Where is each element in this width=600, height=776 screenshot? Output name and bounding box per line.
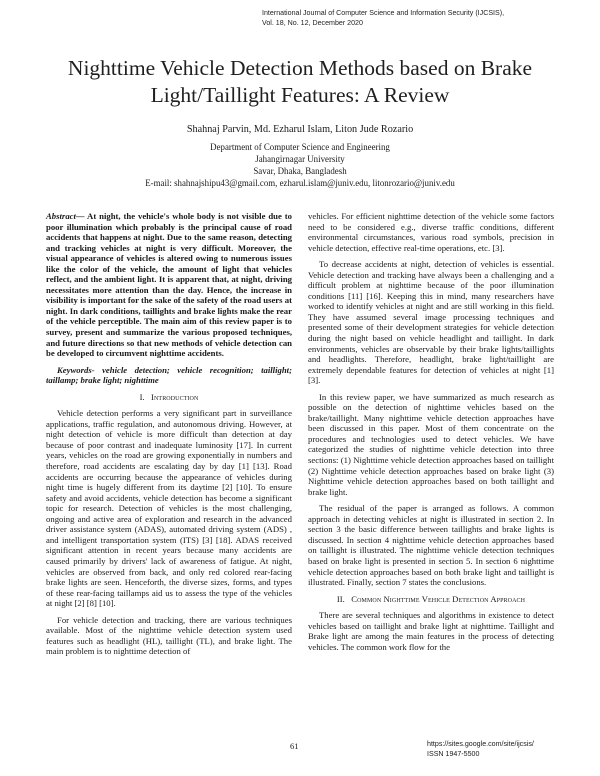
footer-url: https://sites.google.com/site/ijcsis/ [427, 740, 534, 748]
right-paragraph-2: In this review paper, we have summarized as much research as possible on the detection of nighttime vehicles based on the brake/taillight. Many nighttime vehicle detection approaches have been discussed in this paper. Most of them concentrate on the procedures and technologies used to detect vehicles. We have categorized the studies of nighttime vehicle detection into three sections: (1) Nighttime vehicle detection approaches based on taillight (2) Nighttime vehicle detection approaches based on brake light (3) Nighttime vehicle detection approaches based on both taillight and brake light. [308, 391, 554, 497]
affiliation-university: Jahangirnagar University [255, 154, 345, 164]
abstract-text: At night, the vehicle's whole body is not visible due to poor illumination which probably is the principal cause of road accidents that happens at night. Due to the same reason, detecting and tracking vehicles at night is very difficult. Moreover, the visual appearance of vehicles is altered owing to numerous issues like the color of the vehicle, the amount of light that vehicles reflect, and the ambient light. It is apparent that, at night, driving necessitates more attention than the day. Hence, the increase in visibility is important for the sake of the safety of the road users at night. In dark conditions, taillights and brake lights make the rear of the vehicle perceptible. The main aim of this review paper is to survey, present and summarize the various proposed techniques, and future directions so that new methods of vehicle detection can be developed to circumvent nighttime accidents. [46, 211, 292, 359]
title-line-1: Nighttime Vehicle Detection Methods based on Brake [67, 56, 533, 80]
right-paragraph-continued: vehicles. For efficient nighttime detection of the vehicle some factors need to be considered e.g., diverse traffic conditions, different environmental circumstances, various road symbols, precision in vehicle detection, effective real-time operations, etc. [3]. [308, 211, 554, 253]
affiliation-email: E-mail: shahnajshipu43@gmail.com, ezharul.islam@juniv.edu, litonrozario@juniv.edu [145, 178, 455, 188]
section-2-number: II. [336, 593, 345, 604]
intro-paragraph-1: Vehicle detection performs a very significant part in surveillance applications, traffic regulation, and autonomous driving. However, at night detection of vehicle is more difficult than detection at day because of poor contrast and inadequate luminosity [17]. In current years, vehicles on the road are growing exponentially in numbers and therefore, road accidents are escalating day by day [1] [13]. Road accidents are occurring because the appearance of vehicles during night time is hugely different from its daytime [2] [10]. To ensure safety and avoid accidents, vehicle detection has become a significant topic for research. Detection of vehicles is the most challenging, ongoing and active area of exploration and research in the advanced driver assistance system (ADAS), automated driving system (ADS) , and intelligent transportation system (ITS) [3] [18]. ADAS received significant attention in recent years because many accidents are caused primarily by drivers' lack of awareness of fatigue. At night, vehicles are observed from back, and only red colored rear-facing brake lights are seen. Henceforth, the diverse sizes, forms, and types of these rear-facing taillamps aid us to assess the type of the vehicles at night [2] [8] [10]. [46, 408, 292, 609]
right-paragraph-4: There are several techniques and algorithms in existence to detect vehicles based on taillight and brake light at nighttime. Taillight and Brake light are among the main features in the process of detecting vehicles. The common work flow for the [308, 610, 554, 652]
abstract [46, 211, 292, 359]
section-2-title: Common Nighttime Vehicle Detection Approach [351, 593, 526, 604]
journal-volume: Vol. 18, No. 12, December 2020 [262, 18, 363, 27]
section-2-heading [308, 594, 554, 605]
paper-title [20, 55, 580, 109]
title-line-2: Light/Taillight Features: A Review [150, 83, 450, 107]
affiliation-dept: Department of Computer Science and Engineering [210, 142, 390, 152]
affiliation [0, 141, 600, 189]
abstract-label: Abstract— [46, 211, 85, 221]
footer-issn: ISSN 1947-5500 [427, 749, 480, 758]
journal-name: International Journal of Computer Science and Information Security (IJCSIS), [262, 9, 505, 17]
keywords: Keywords- vehicle detection; vehicle recognition; taillight; taillamp; brake light; nighttime [46, 364, 292, 386]
right-paragraph-3: The residual of the paper is arranged as follows. A common approach in detecting vehicles at night is illustrated in section 2. In section 3 the basic difference between taillights and brake lights is discussed. In section 4 nighttime vehicle detection approaches based on taillight is illustrated. The nighttime vehicle detection techniques based on brake light is presented in section 5. In section 6 nighttime vehicle detection approaches based on both brake light and taillight is illustrated. Finally, section 7 states the conclusions. [308, 503, 554, 588]
journal-header [262, 9, 562, 28]
left-column [46, 211, 292, 663]
intro-paragraph-2: For vehicle detection and tracking, there are various techniques available. Most of the nighttime vehicle detection system used features such as headlight (HL), taillight (TL), and brake light. The main problem is to nighttime detection of [46, 614, 292, 657]
section-1-heading [46, 392, 292, 403]
page-number: 61 [290, 741, 299, 751]
section-1-title: Introduction [151, 391, 199, 402]
right-column [308, 211, 554, 658]
authors: Shahnaj Parvin, Md. Ezharul Islam, Liton Jude Rozario [186, 124, 414, 135]
footer-info [427, 740, 534, 759]
affiliation-city: Savar, Dhaka, Bangladesh [253, 166, 347, 176]
right-paragraph-1: To decrease accidents at night, detection of vehicles is essential. Vehicle detection and tracking have always been a challenging and a difficult problem at nighttime because of the poor illumination conditions [11] [16]. Keeping this in mind, many researchers have worked to identify vehicles at night and are still working in this field. They have assumed several image processing techniques and presented some of their development strategies for vehicle detection during the night based on vehicle headlight and taillight. In dark environments, vehicles are observable by their brake lights/taillights and headlights. Therefore, headlight, brake light/taillight are extremely dependable features for detection of vehicles at night [1] [3]. [308, 259, 554, 386]
section-1-number: I. [139, 391, 145, 402]
